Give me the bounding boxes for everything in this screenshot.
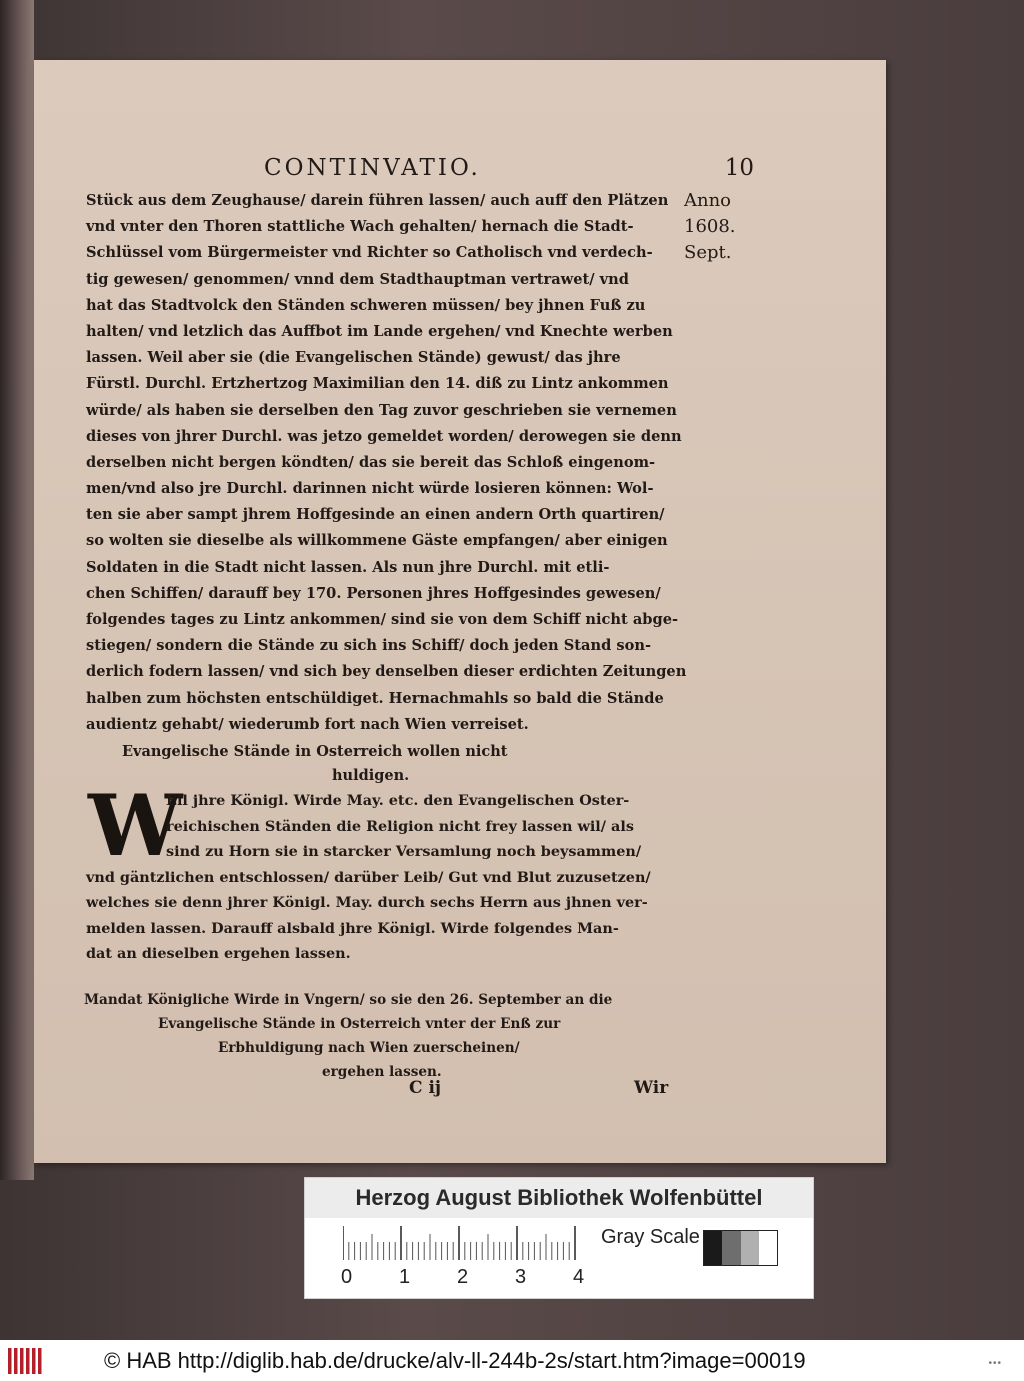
logo-bar	[32, 1348, 36, 1374]
text-line: sind zu Horn sie in starcker Versamlung noch beysammen/	[166, 843, 642, 860]
text-line: Stück aus dem Zeughause/ darein führen lassen/ auch auff den Plätzen	[86, 192, 669, 209]
margin-note-line: 1608.	[684, 216, 736, 237]
section-heading-line: huldigen.	[332, 767, 410, 784]
text-line: tig gewesen/ genommen/ vnnd dem Stadthauptman vertrawet/ vnd	[86, 270, 629, 288]
margin-note-line: Anno	[684, 190, 732, 211]
text-line: welches sie denn jhrer Königl. May. durch sechs Herrn aus jhnen ver-	[86, 894, 648, 911]
text-line: ten sie aber sampt jhrem Hoffgesinde an einen andern Orth quartiren/	[86, 506, 665, 524]
text-line: Fürstl. Durchl. Ertzhertzog Maximilian den 14. diß zu Lintz ankommen	[86, 375, 669, 393]
text-line: dieses von jhrer Durchl. was jetzo gemeldet worden/ derowegen sie denn	[86, 427, 682, 445]
footer-bar	[0, 1340, 1024, 1381]
text-line: dat an dieselben ergehen lassen.	[86, 945, 351, 962]
gray-scale-label: Gray Scale	[601, 1226, 700, 1248]
mandate-line: ergehen lassen.	[322, 1064, 442, 1080]
logo-bar	[20, 1348, 24, 1374]
text-line: stiegen/ sondern die Stände zu sich ins Schiff/ doch jeden Stand son-	[86, 637, 652, 655]
mandate-heading	[84, 988, 694, 1084]
gray-swatch	[704, 1231, 722, 1265]
text-line: melden lassen. Darauff alsbald jhre Königl. Wirde folgendes Man-	[86, 919, 619, 937]
signature-mark: C ij	[409, 1078, 442, 1098]
section-heading-line: Evangelische Stände in Osterreich wollen nicht	[122, 743, 508, 760]
logo-bar	[38, 1348, 42, 1374]
text-line: men/vnd also jre Durchl. darinnen nicht würde losieren können: Wol-	[86, 480, 654, 498]
mandate-line: Mandat Königliche Wirde in Vngern/ so sie den 26. September an die	[84, 992, 613, 1008]
margin-note	[684, 188, 736, 266]
text-line: würde/ als haben sie derselben den Tag zuvor geschrieben sie vernemen	[86, 401, 677, 419]
decorated-initial: W	[88, 776, 183, 875]
margin-note-line: Sept.	[684, 242, 732, 263]
library-name: Herzog August Bibliothek Wolfenbüttel	[305, 1178, 813, 1218]
text-line: folgendes tages zu Lintz ankommen/ sind sie von dem Schiff nicht abge-	[86, 611, 679, 628]
text-line: halten/ vnd letzlich das Auffbot im Lande ergehen/ vnd Knechte werben	[86, 322, 673, 340]
text-line: so wolten sie dieselbe als willkommene Gäste empfangen/ aber einigen	[86, 532, 668, 550]
copyright-url[interactable]: © HAB http://diglib.hab.de/drucke/alv-ll-244b-2s/start.htm?image=00019	[104, 1348, 806, 1373]
ruler-scale	[343, 1224, 593, 1264]
text-line: audientz gehabt/ wiederumb fort nach Wien verreiset.	[86, 715, 529, 733]
text-line: reichischen Ständen die Religion nicht frey lassen wil/ als	[166, 817, 634, 835]
logo-bar	[26, 1348, 30, 1374]
book-binding	[0, 0, 34, 1180]
text-line: derlich fodern lassen/ vnd sich bey denselben dieser erdichten Zeitungen	[86, 663, 687, 681]
text-line: vnd gäntzlichen entschlossen/ darüber Leib/ Gut vnd Blut zuzusetzen/	[86, 868, 651, 886]
gray-swatch	[759, 1231, 777, 1265]
second-paragraph	[86, 788, 686, 967]
folio-number: 10	[724, 155, 754, 181]
mandate-line: Evangelische Stände in Osterreich vnter der Enß zur	[158, 1016, 561, 1032]
mandate-line: Erbhuldigung nach Wien zuerscheinen/	[218, 1040, 520, 1056]
running-head-title: CONTINVATIO.	[264, 155, 481, 181]
text-line: hat das Stadtvolck den Ständen schweren müssen/ bey jhnen Fuß zu	[86, 296, 646, 314]
text-line: halben zum höchsten entschüldiget. Hernachmahls so bald die Stände	[86, 689, 664, 707]
text-line: chen Schiffen/ darauff bey 170. Personen jhres Hoffgesindes gewesen/	[86, 584, 661, 602]
section-heading	[122, 740, 682, 788]
ruler-label: 3	[515, 1266, 527, 1288]
more-options-icon[interactable]: •••	[988, 1358, 1002, 1369]
gray-swatch	[722, 1231, 740, 1265]
text-line: Eil jhre Königl. Wirde May. etc. den Evangelischen Oster-	[166, 792, 630, 809]
hab-logo-icon[interactable]	[6, 1346, 44, 1376]
logo-bar	[8, 1348, 12, 1374]
catchword: Wir	[634, 1078, 669, 1098]
gray-scale-swatches	[703, 1230, 778, 1266]
text-line: vnd vnter den Thoren stattliche Wach gehalten/ hernach die Stadt-	[86, 218, 634, 236]
ruler-label: 2	[457, 1266, 469, 1288]
ruler-label: 1	[399, 1266, 411, 1288]
logo-bar	[14, 1348, 18, 1374]
text-line: derselben nicht bergen köndten/ das sie bereit das Schloß eingenom-	[86, 453, 656, 471]
text-line: Soldaten in die Stadt nicht lassen. Als nun jhre Durchl. mit etli-	[86, 558, 610, 576]
color-reference-card	[304, 1177, 814, 1299]
ruler-label: 4	[573, 1266, 585, 1288]
text-line: lassen. Weil aber sie (die Evangelischen Stände) gewust/ das jhre	[86, 349, 621, 367]
text-line: Schlüssel vom Bürgermeister vnd Richter so Catholisch vnd verdech-	[86, 244, 653, 262]
book-page	[34, 60, 886, 1163]
gray-swatch	[741, 1231, 759, 1265]
running-head	[264, 155, 754, 181]
ruler-label: 0	[341, 1266, 353, 1288]
body-paragraph	[86, 188, 686, 738]
